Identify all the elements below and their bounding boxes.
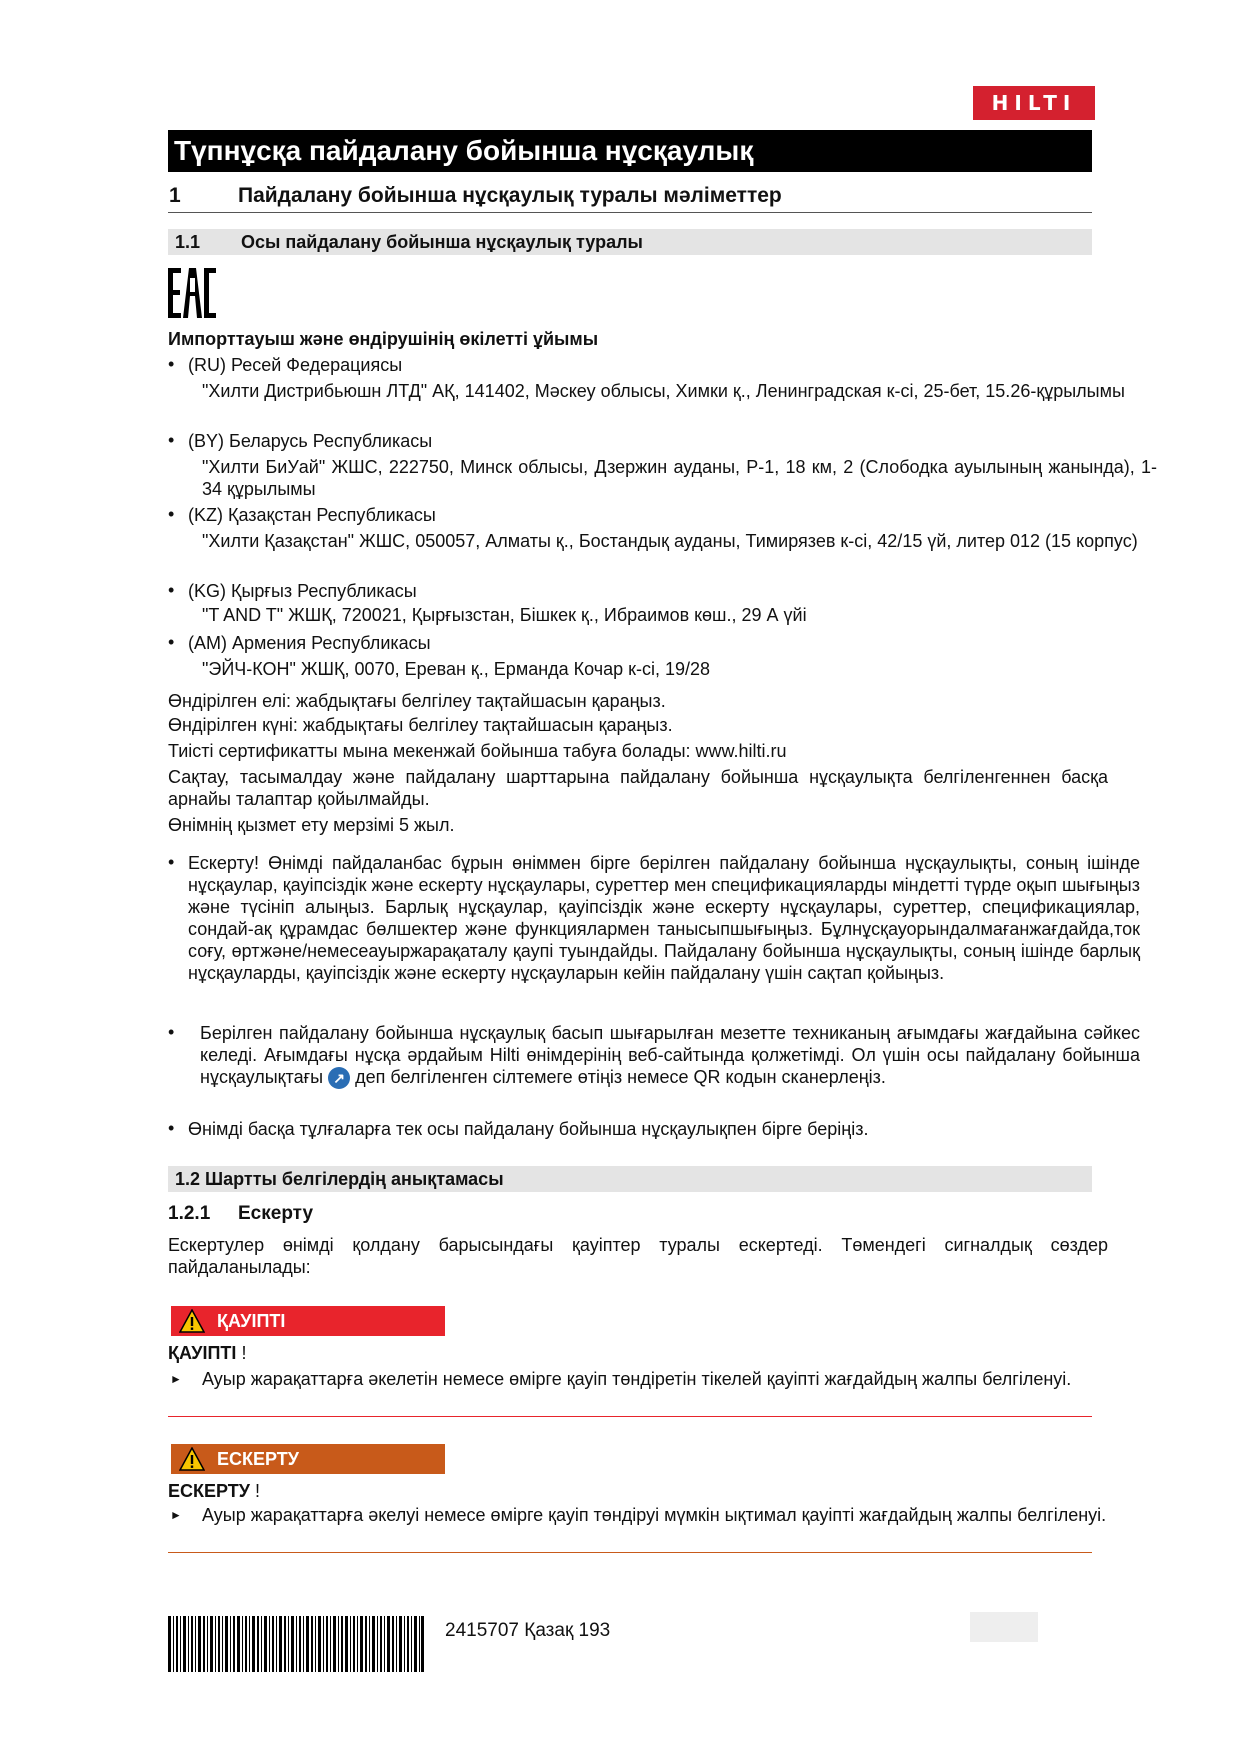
danger-bar-label: ҚАУІПТІ <box>217 1310 286 1331</box>
warning-description: Ауыр жарақаттарға әкелуі немесе өмірге қауіп төндіруі мүмкін ықтимал қауіпті жағдайдың жалпы белгіленуі. <box>202 1505 1107 1525</box>
storage-info: Сақтау, тасымалдау және пайдалану шарттарына пайдалану бойынша нұсқаулықта белгіленгеннен басқа арнайы талаптар қойылмайды. <box>168 767 1108 809</box>
importer-address: "Хилти БиУай" ЖШС, 222750, Минск облысы, Дзержин ауданы, Р-1, 18 км, 2 (Слободка ауылының жанында), 1-34 құрылымы <box>202 457 1157 499</box>
note-text: деп белгіленген сілтемеге өтіңіз немесе QR кодын сканерлеңіз. <box>355 1067 886 1087</box>
section-1-1-heading <box>168 229 1092 255</box>
section-number: 1 <box>169 184 181 207</box>
section-number: 1.2.1 <box>168 1203 211 1224</box>
danger-description: Ауыр жарақаттарға әкелетін немесе өмірге қауіп төндіретін тікелей қауіпті жағдайдың жалпы белгіленуі. <box>202 1369 1072 1389</box>
eac-mark-icon <box>168 266 218 320</box>
importer-country: (AM) Армения Республикасы <box>188 633 431 653</box>
importer-country: (BY) Беларусь Республикасы <box>188 431 433 451</box>
divider <box>168 1552 1092 1553</box>
warning-label-bar <box>171 1444 445 1474</box>
importer-country: (KG) Қырғыз Республикасы <box>188 581 417 601</box>
section-1-2-heading <box>168 1166 1092 1192</box>
warning-bar-label: ЕСКЕРТУ <box>217 1448 299 1469</box>
page-tab <box>970 1612 1038 1642</box>
note-text: Ескерту! Өнімді пайдаланбас бұрын өніммен бірге берілген пайдалану бойынша нұсқаулықты, соның ішінде нұсқаулар, қауіпсіздік және ескерту нұсқаулары, суреттер мен спецификацияларды міндетті түрде оқып шығыңыз және түсініп алыңыз. Барлық нұсқаулар, қауіпсіздік және ескерту нұсқаулары, суреттер, спецификациялар, сондай-ақ құрамдас бөлшектер және функциялармен танысыпшығыңыз. Бұлнұсқауорындалмағанжағдайда,ток соғу, өртжәне/немесеауыржарақаталу қаупі туындайды. Пайдалану бойынша нұсқаулықты, соның ішінде барлық нұсқауларды, қауіпсіздік және ескерту нұсқауларын кейін пайдалану үшін сақтап қойыңыз. <box>188 853 1140 983</box>
importer-address: "Хилти Қазақстан" ЖШС, 050057, Алматы қ., Бостандық ауданы, Тимирязев к-сі, 42/15 үй, литер 012 (15 корпус) <box>202 531 1138 551</box>
logo-text: HILTI <box>991 91 1077 115</box>
barcode-icon <box>168 1616 424 1672</box>
section-title: Ескерту <box>238 1203 314 1224</box>
warning-heading: ЕСКЕРТУ ! <box>168 1481 260 1501</box>
note-text: Берілген пайдалану бойынша нұсқаулық басып шығарылған мезетте техниканың ағымдағы жағдайына сәйкес келеді. Ағымдағы нұсқа әрдайым Hilti өнімдерінің веб-сайтында қолжетімді. Ол үшін осы пайдалану бойынша нұсқаулықтағы <box>200 1023 1140 1087</box>
note-pass-on: Өнімді басқа тұлғаларға тек осы пайдалану бойынша нұсқаулықпен бірге беріңіз. <box>188 1119 869 1139</box>
section-title: 1.2 Шартты белгілердің анықтамасы <box>175 1169 504 1189</box>
certificates-info: Тиісті сертификатты мына мекенжай бойынша табуға болады: www.hilti.ru <box>168 741 787 761</box>
note-read-manual <box>188 852 1140 984</box>
danger-heading: ҚАУІПТІ ! <box>168 1343 247 1363</box>
importer-country: (KZ) Қазақстан Республикасы <box>188 505 436 525</box>
arrow-icon: ► <box>170 1508 182 1522</box>
country-of-origin: Өндірілген елі: жабдықтағы белгілеу тақтайшасын қараңыз. <box>168 691 666 711</box>
service-life: Өнімнің қызмет ету мерзімі 5 жыл. <box>168 815 455 835</box>
warning-triangle-icon <box>179 1309 205 1333</box>
section-number: 1.1 <box>175 232 201 252</box>
danger-label-bar <box>171 1306 445 1336</box>
note-current-version <box>200 1022 1140 1089</box>
importer-country: (RU) Ресей Федерациясы <box>188 355 403 375</box>
importers-heading: Импорттауыш және өндірушінің өкілетті ұйымы <box>168 329 599 349</box>
arrow-icon: ► <box>170 1372 182 1386</box>
section-1-heading <box>168 182 1092 213</box>
importer-address: "Хилти Дистрибьюшн ЛТД" АҚ, 141402, Мәскеу облысы, Химки қ., Ленинградская к-сі, 25-бет, 15.26-құрылымы <box>202 381 1125 401</box>
section-title: Пайдалану бойынша нұсқаулық туралы мәліметтер <box>238 184 782 207</box>
page-title: Түпнұсқа пайдалану бойынша нұсқаулық <box>168 130 1092 172</box>
link-icon[interactable]: ↗ <box>328 1067 350 1089</box>
date-of-production: Өндірілген күні: жабдықтағы белгілеу тақтайшасын қараңыз. <box>168 715 673 735</box>
warnings-intro: Ескертулер өнімді қолдану барысындағы қауіптер туралы ескертеді. Төмендегі сигналдық сөздер пайдаланылады: <box>168 1235 1108 1277</box>
footer-doc-info: 2415707 Қазақ 193 <box>445 1620 611 1641</box>
hilti-logo <box>973 86 1095 120</box>
divider <box>168 1416 1092 1417</box>
importer-address: "ЭЙЧ-КОН" ЖШҚ, 0070, Ереван қ., Ерманда Кочар к-сі, 19/28 <box>202 659 711 679</box>
section-title: Осы пайдалану бойынша нұсқаулық туралы <box>241 232 643 252</box>
warning-triangle-icon <box>179 1447 205 1471</box>
importer-address: "T AND T" ЖШҚ, 720021, Қырғызстан, Бішкек қ., Ибраимов көш., 29 А үйі <box>202 605 807 625</box>
